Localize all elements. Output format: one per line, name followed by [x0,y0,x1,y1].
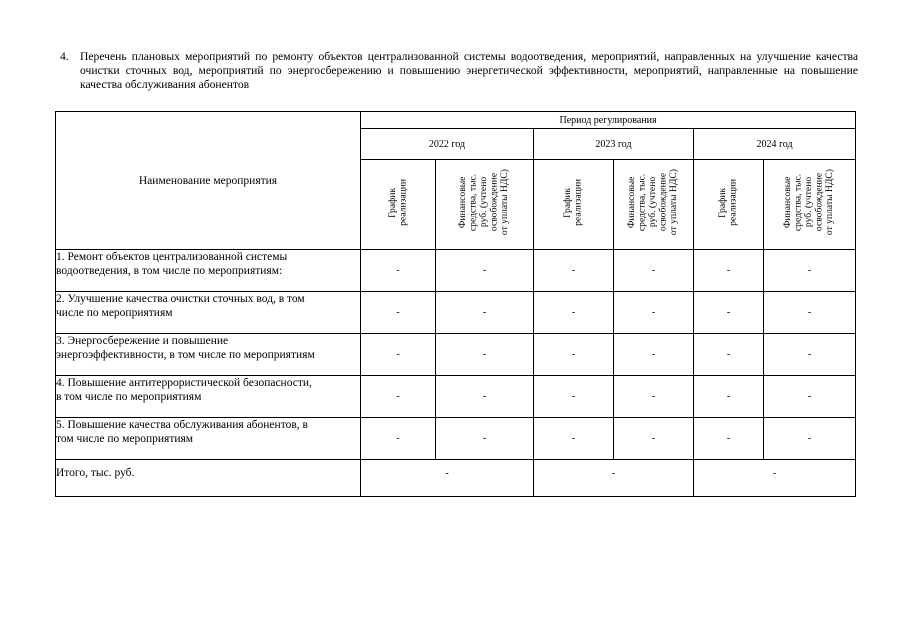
table-row [56,376,856,418]
table-row [56,418,856,460]
total-row [56,460,856,497]
table-cell: - [764,292,856,334]
column-header-funds-2022: Финансовые средства, тыс. руб. (учтено освобождение от уплаты НДС) [436,160,534,250]
activity-name: 4. Повышение антитеррористической безопасности, в том числе по мероприятиям [56,376,361,418]
table-cell: - [534,376,614,418]
table-cell: - [694,418,764,460]
column-header-funds-2024: Финансовые средства, тыс. руб. (учтено освобождение от уплаты НДС) [764,160,856,250]
table-cell: - [436,334,534,376]
table-cell: - [764,334,856,376]
column-header-schedule-2022: График реализации [361,160,436,250]
table-cell: - [436,292,534,334]
table-cell: - [614,292,694,334]
table-cell: - [436,418,534,460]
column-header-funds-2023: Финансовые средства, тыс. руб. (учтено освобождение от уплаты НДС) [614,160,694,250]
table-cell: - [361,418,436,460]
column-header-schedule-2023: График реализации [534,160,614,250]
table-cell: - [361,250,436,292]
activities-table [55,111,856,497]
activity-name: 5. Повышение качества обслуживания абонентов, в том числе по мероприятиям [56,418,361,460]
activity-name: 1. Ремонт объектов централизованной системы водоотведения, в том числе по мероприятиям: [56,250,361,292]
table-cell: - [534,292,614,334]
table-cell: - [614,376,694,418]
table-cell: - [694,250,764,292]
table-row [56,250,856,292]
table-cell: - [436,250,534,292]
table-cell: - [614,250,694,292]
column-header-year-2023: 2023 год [534,129,694,160]
table-cell: - [764,376,856,418]
total-cell-2023: - [534,460,694,497]
section-heading [60,50,858,93]
activity-name: 3. Энергосбережение и повышение энергоэффективности, в том числе по мероприятиям [56,334,361,376]
table-cell: - [614,418,694,460]
table-cell: - [614,334,694,376]
total-cell-2022: - [361,460,534,497]
section-number: 4. [60,50,69,63]
table-cell: - [694,292,764,334]
column-header-schedule-2024: График реализации [694,160,764,250]
table-cell: - [534,334,614,376]
table-cell: - [764,418,856,460]
column-header-period: Период регулирования [361,112,856,129]
table-cell: - [764,250,856,292]
activity-name: 2. Улучшение качества очистки сточных вод, в том числе по мероприятиям [56,292,361,334]
table-row [56,334,856,376]
table-cell: - [694,334,764,376]
column-header-year-2022: 2022 год [361,129,534,160]
total-cell-2024: - [694,460,856,497]
table-cell: - [534,418,614,460]
column-header-name: Наименование мероприятия [56,112,361,250]
table-cell: - [361,292,436,334]
table-cell: - [436,376,534,418]
table-row [56,292,856,334]
table-cell: - [694,376,764,418]
section-title: Перечень плановых мероприятий по ремонту объектов централизованной системы водоотведения, мероприятий, направленных на улучшение качества очистки сточных вод, мероприятий по энергосбережению и повышению энергетической эффективности, мероприятий, направленные на повышение качества обслуживания абонентов [80,50,858,92]
table-cell: - [361,334,436,376]
column-header-year-2024: 2024 год [694,129,856,160]
table-cell: - [361,376,436,418]
total-label: Итого, тыс. руб. [56,460,361,497]
table-cell: - [534,250,614,292]
